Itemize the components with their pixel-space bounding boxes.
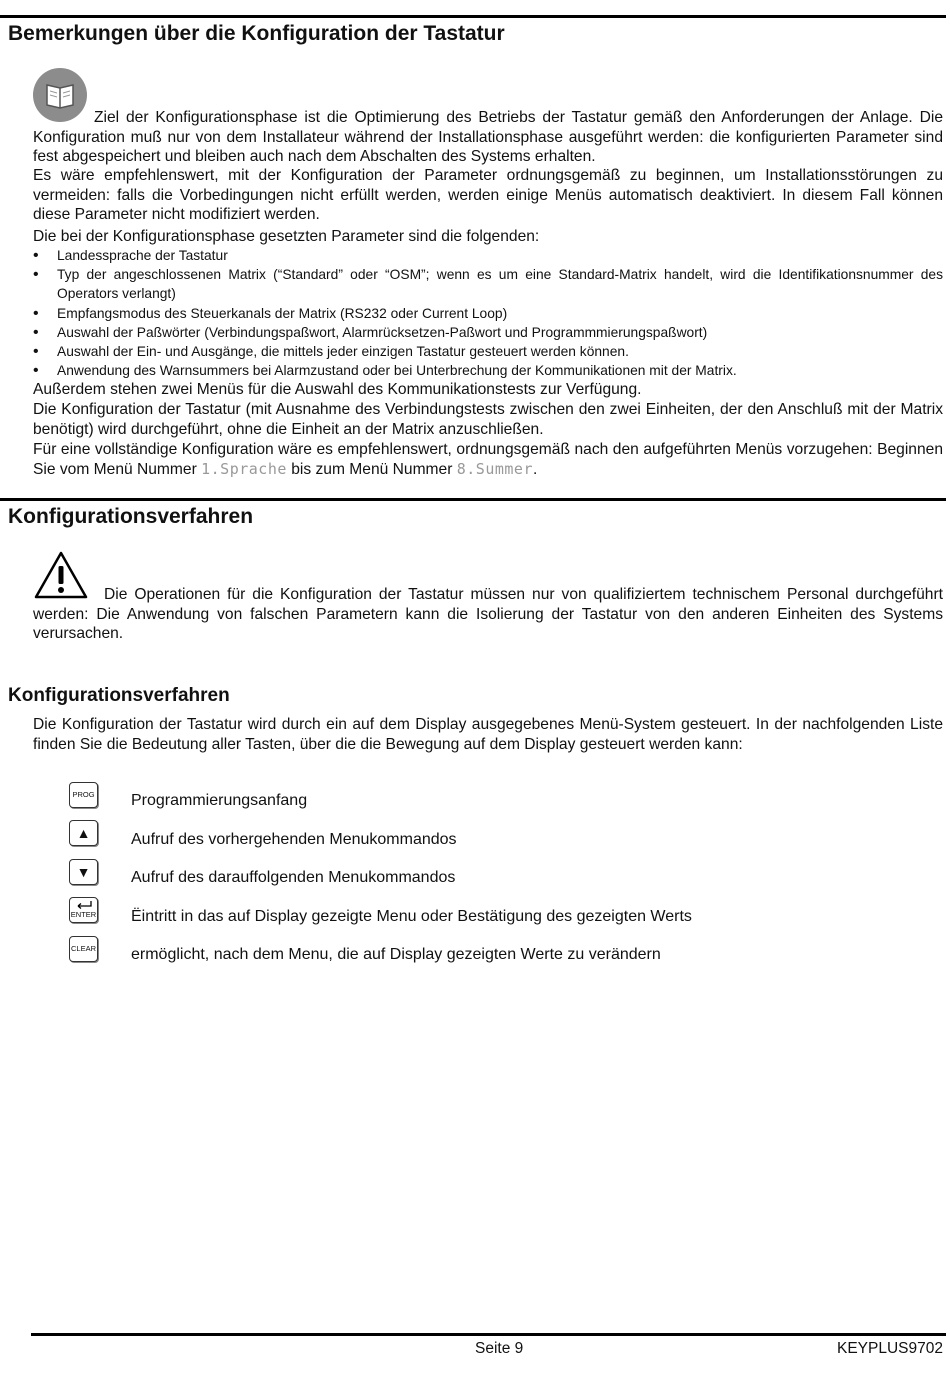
connection-paragraph: Die Konfiguration der Tastatur (mit Ausnahme des Verbindungstests zwischen den zwei Einheiten, der den Anschluß mit der Matrix benötigt) wird durchgeführt, ohne die Einheit an der Matrix anzuschließen. bbox=[33, 401, 943, 438]
list-item: • Landessprache der Tastatur bbox=[33, 246, 943, 265]
menu-last-label: 8.Summer bbox=[456, 459, 533, 478]
menu-first-label: 1.Sprache bbox=[201, 459, 287, 478]
up-arrow-key-icon: ▲ bbox=[69, 820, 98, 846]
key-description: Ëintritt in das auf Display gezeigte Menu oder Bestätigung des gezeigten Werts bbox=[131, 908, 692, 925]
section-rule bbox=[0, 498, 946, 501]
recommendation-paragraph: Es wäre empfehlenswert, mit der Konfiguration der Parameter ordnungsgemäß zu beginnen, um Installationsstörungen zu vermeiden: falls die Vorbedingungen nicht erfüllt werden, werden einige Menüs automatisch deaktiviert. In diesem Fall können diese Parameter nicht modifiziert werden. bbox=[33, 167, 943, 224]
section-title-verfahren: Konfigurationsverfahren bbox=[8, 505, 254, 528]
order-text-mid: bis zum Menü Nummer bbox=[286, 460, 457, 478]
enter-key-icon: ENTER bbox=[69, 897, 98, 923]
key-description: Programmierungsanfang bbox=[131, 792, 308, 809]
key-description: Aufruf des vorhergehenden Menukommandos bbox=[131, 831, 457, 848]
down-arrow-key-icon: ▼ bbox=[69, 859, 98, 885]
order-text-end: . bbox=[533, 460, 538, 478]
key-description: Aufruf des darauffolgenden Menukommandos bbox=[131, 869, 456, 886]
order-paragraph bbox=[33, 440, 943, 479]
test-menus-paragraph: Außerdem stehen zwei Menüs für die Auswahl des Kommunikationstests zur Verfügung. bbox=[33, 381, 642, 398]
subsection-title-verfahren: Konfigurationsverfahren bbox=[8, 685, 230, 706]
warning-paragraph: Die Operationen für die Konfiguration der Tastatur müssen nur von qualifiziertem technischem Personal durchgeführt werden: Die Anwendung von falschen Parametern kann die Isolierung der Tastatur von den anderen Einheiten des Systems verursachen. bbox=[33, 586, 943, 643]
key-description: ermöglicht, nach dem Menu, die auf Display gezeigten Werte zu verändern bbox=[131, 946, 661, 963]
list-item: • Typ der angeschlossenen Matrix (“Standard” oder “OSM”; wenn es um eine Standard-Matrix handelt, wird die Identifikationsnummer des Operators verlangt) bbox=[33, 265, 943, 303]
page-number: Seite 9 bbox=[475, 1340, 524, 1357]
clear-key-icon: CLEAR bbox=[69, 936, 98, 962]
intro-paragraph bbox=[33, 108, 943, 167]
document-code: KEYPLUS9702 bbox=[837, 1340, 943, 1357]
list-item: • Empfangsmodus des Steuerkanals der Matrix (RS232 oder Current Loop) bbox=[33, 304, 943, 323]
footer-rule bbox=[31, 1333, 946, 1336]
prog-key-icon: PROG bbox=[69, 782, 98, 808]
menu-system-paragraph: Die Konfiguration der Tastatur wird durch ein auf dem Display ausgegebenes Menü-System gesteuert. In der nachfolgenden Liste finden Sie die Bedeutung aller Tasten, über die die Bewegung auf dem Display gesteuert werden kann: bbox=[33, 716, 943, 753]
top-rule bbox=[0, 15, 946, 18]
parameter-list bbox=[33, 246, 943, 380]
parameters-intro: Die bei der Konfigurationsphase gesetzten Parameter sind die folgenden: bbox=[33, 228, 540, 245]
list-item: • Auswahl der Ein- und Ausgänge, die mittels jeder einzigen Tastatur gesteuert werden können. bbox=[33, 342, 943, 361]
section-title-bemerkungen: Bemerkungen über die Konfiguration der Tastatur bbox=[8, 22, 505, 45]
list-item: • Auswahl der Paßwörter (Verbindungspaßwort, Alarmrücksetzen-Paßwort und Programmmierungspaßwort) bbox=[33, 323, 943, 342]
list-item: • Anwendung des Warnsummers bei Alarmzustand oder bei Unterbrechung der Kommunikationen mit der Matrix. bbox=[33, 361, 943, 380]
order-text-start: Für eine vollständige Konfiguration wäre es empfehlenswert, ordnungsgemäß nach den aufgeführten Menüs vorzugehen: Beginnen Sie vom Menü Nummer bbox=[33, 441, 943, 478]
intro-text: Ziel der Konfigurationsphase ist die Optimierung des Betriebs der Tastatur gemäß den Anforderungen der Anlage. Die Konfiguration muß nur von dem Installateur während der Installationsphase ausgeführt werden: die konfigurierten Parameter sind fest abgespeichert und bleiben auch nach dem Abschalten des Systems erhalten. bbox=[33, 109, 943, 166]
